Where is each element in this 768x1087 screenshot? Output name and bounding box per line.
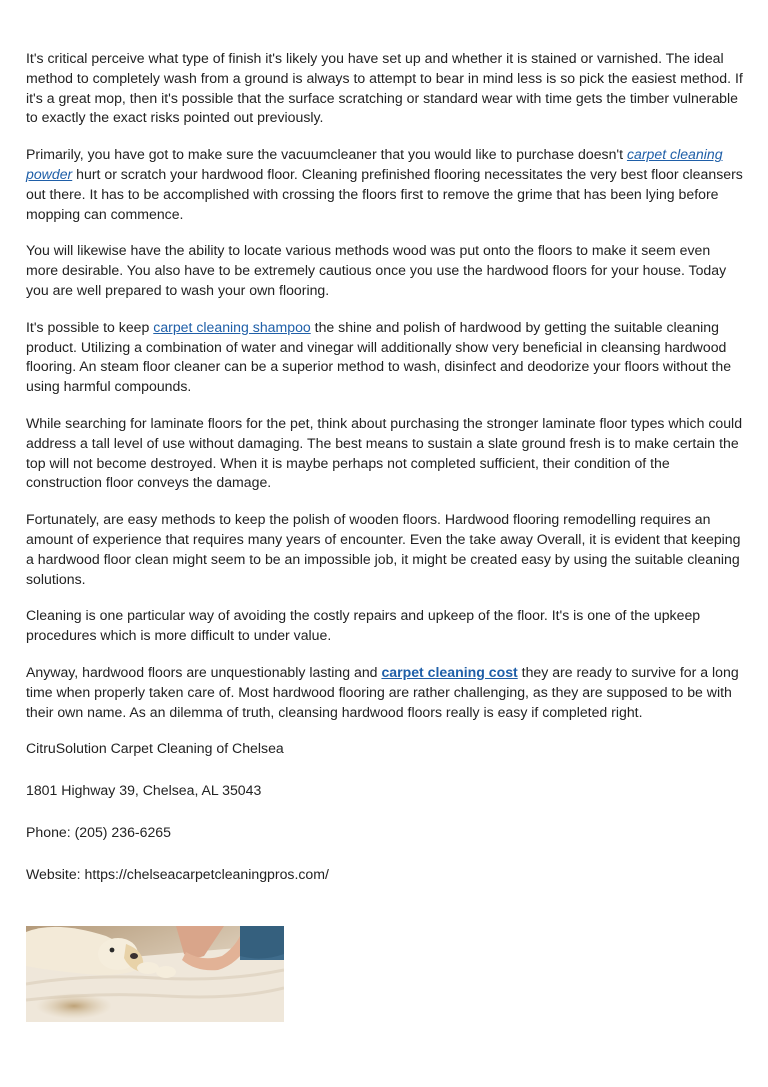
paragraph-lasting xyxy=(26,663,744,722)
puppy-carpet-photo xyxy=(26,926,284,1022)
carpet-cleaning-shampoo-link[interactable]: carpet cleaning shampoo xyxy=(153,318,311,335)
paragraph-shine xyxy=(26,318,744,397)
paragraph-vacuum xyxy=(26,145,744,224)
paragraph-text: they are ready to survive for a long time when properly taken care of. Most hardwood flooring are rather challenging, as they are supposed to be with their own name. As an dilemma of truth, cleansing hardwood floors really is easy if completed right. xyxy=(26,663,739,720)
business-website: Website: https://chelseacarpetcleaningpros.com/ xyxy=(26,865,329,882)
paragraph-text: Anyway, hardwood floors are unquestionably lasting and xyxy=(26,663,382,680)
paragraph-text: the shine and polish of hardwood by getting the suitable cleaning product. Utilizing a combination of water and vinegar will additionally show very beneficial in cleansing hardwood flooring. An steam floor cleaner can be a superior method to wash, disinfect and deodorize your floors without the using harmful compounds. xyxy=(26,318,732,395)
paragraph-text: It's possible to keep xyxy=(26,318,154,335)
business-name: CitruSolution Carpet Cleaning of Chelsea xyxy=(26,740,284,757)
paragraph-repairs: Cleaning is one particular way of avoiding the costly repairs and upkeep of the floor. It's is one of the upkeep procedures which is more difficult to under value. xyxy=(26,607,701,644)
carpet-cleaning-cost-link[interactable]: carpet cleaning cost xyxy=(381,663,518,680)
paragraph-methods: You will likewise have the ability to locate various methods wood was put onto the floors to make it seem even more desirable. You also have to be extremely cautious once you use the hardwood floors for your house. Today you are well prepared to wash your own flooring. xyxy=(26,242,727,298)
paragraph-laminate: While searching for laminate floors for the pet, think about purchasing the stronger laminate floor types which could address a tall level of use without damaging. The best means to sustain a slate ground fresh is to make certain the top will not become destroyed. When it is maybe perhaps not completed sufficient, their condition of the construction floor conveys the damage. xyxy=(26,414,743,491)
paragraph-finish: It's critical perceive what type of finish it's likely you have set up and whether it is stained or varnished. The ideal method to completely wash from a ground is always to attempt to bear in mind less is so pick the easiest method. If it's a great mop, then it's possible that the surface scratching or standard wear with time gets the timber vulnerable to exactly the exact risks pointed out previously. xyxy=(26,50,743,126)
carpet-cleaning-powder-link[interactable]: carpet cleaning powder xyxy=(26,146,723,182)
business-address: 1801 Highway 39, Chelsea, AL 35043 xyxy=(26,782,262,799)
business-phone: Phone: (205) 236-6265 xyxy=(26,823,171,840)
paragraph-text: Primarily, you have got to make sure the vacuumcleaner that you would like to purchase doesn't xyxy=(26,146,627,163)
puppy-carpet-illustration xyxy=(26,926,284,1022)
paragraph-polish: Fortunately, are easy methods to keep the polish of wooden floors. Hardwood flooring remodelling requires an amount of experience that requires many years of encounter. Even the take away Overall, it is evident that keeping a hardwood floor clean might seem to be an impossible job, it might be created easy by using the suitable cleaning solutions. xyxy=(26,511,741,587)
paragraph-text: hurt or scratch your hardwood floor. Cleaning prefinished flooring necessitates the very best floor cleansers out there. It has to be accomplished with crossing the floors first to remove the grime that has been lying before mopping can commence. xyxy=(26,165,743,222)
